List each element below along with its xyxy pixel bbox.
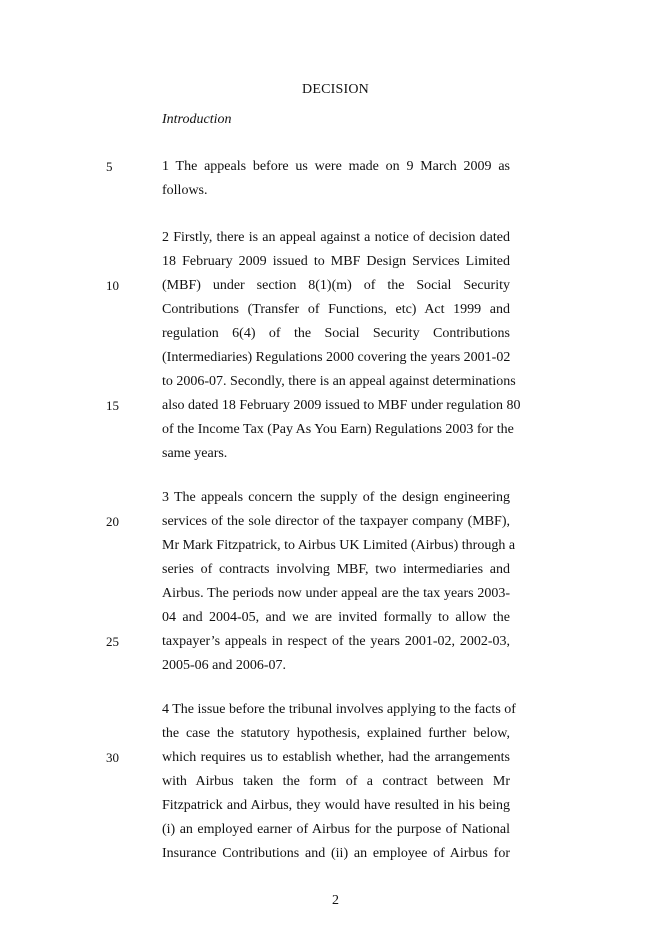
text-line: to 2006-07. Secondly, there is an appeal against determinations (162, 374, 516, 389)
text-line: 18 February 2009 issued to MBF Design Services Limited (162, 254, 510, 269)
text-line: of the Income Tax (Pay As You Earn) Regulations 2003 for the (162, 422, 514, 437)
text-line: 2 Firstly, there is an appeal against a notice of decision dated (162, 230, 510, 245)
text-line: with Airbus taken the form of a contract between Mr (162, 774, 510, 789)
margin-line-number: 20 (106, 514, 119, 529)
margin-line-number: 30 (106, 750, 119, 765)
text-line: (MBF) under section 8(1)(m) of the Social Security (162, 278, 510, 293)
text-line: taxpayer’s appeals in respect of the years 2001-02, 2002-03, (162, 634, 510, 649)
margin-line-number: 10 (106, 278, 119, 293)
text-line: also dated 18 February 2009 issued to MBF under regulation 80 (162, 398, 521, 413)
section-title: Introduction (162, 112, 232, 127)
text-line: Contributions (Transfer of Functions, etc) Act 1999 and (162, 302, 510, 317)
text-line: the case the statutory hypothesis, explained further below, (162, 726, 510, 741)
text-line: (i) an employed earner of Airbus for the purpose of National (162, 822, 510, 837)
text-line: which requires us to establish whether, had the arrangements (162, 750, 510, 765)
text-line: follows. (162, 183, 208, 198)
text-line: Airbus. The periods now under appeal are the tax years 2003- (162, 586, 510, 601)
text-line: (Intermediaries) Regulations 2000 covering the years 2001-02 (162, 350, 511, 365)
text-line: Insurance Contributions and (ii) an employee of Airbus for (162, 846, 510, 861)
text-line: Fitzpatrick and Airbus, they would have resulted in his being (162, 798, 510, 813)
page-heading: DECISION (302, 82, 369, 97)
page-number: 2 (332, 893, 339, 908)
text-line: 04 and 2004-05, and we are invited formally to allow the (162, 610, 510, 625)
margin-line-number: 25 (106, 634, 119, 649)
margin-line-number: 5 (106, 159, 113, 174)
text-line: same years. (162, 446, 228, 461)
text-line: 2005-06 and 2006-07. (162, 658, 287, 673)
text-line: 1 The appeals before us were made on 9 March 2009 as (162, 159, 510, 174)
text-line: 3 The appeals concern the supply of the design engineering (162, 490, 510, 505)
text-line: services of the sole director of the taxpayer company (MBF), (162, 514, 510, 529)
text-line: 4 The issue before the tribunal involves applying to the facts of (162, 702, 516, 717)
text-line: regulation 6(4) of the Social Security Contributions (162, 326, 510, 341)
margin-line-number: 15 (106, 398, 119, 413)
text-line: series of contracts involving MBF, two intermediaries and (162, 562, 510, 577)
text-line: Mr Mark Fitzpatrick, to Airbus UK Limited (Airbus) through a (162, 538, 516, 553)
